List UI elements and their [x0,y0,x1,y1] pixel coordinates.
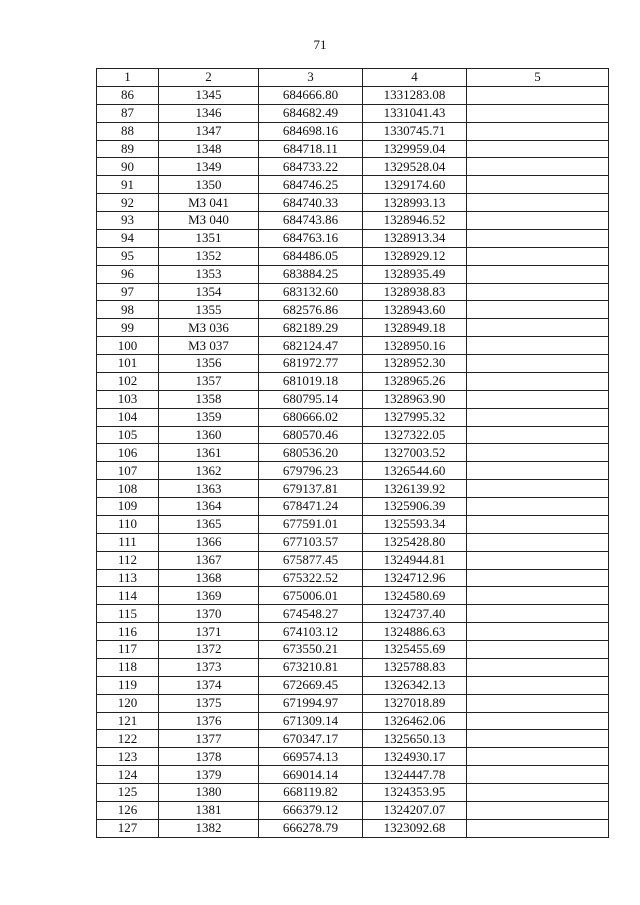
table-row [97,533,609,551]
table-cell: 680570.46 [259,426,363,444]
table-cell: 1327322.05 [363,426,467,444]
table-cell: 1328965.26 [363,372,467,390]
table-cell [467,480,609,498]
table-cell [467,730,609,748]
table-cell: 1370 [159,605,259,623]
table-cell [467,247,609,265]
table-cell: 122 [97,730,159,748]
table-row [97,819,609,837]
table-row [97,801,609,819]
table-cell: 1329528.04 [363,158,467,176]
table-cell: 677103.57 [259,533,363,551]
table-cell [467,569,609,587]
table-cell [467,676,609,694]
table-cell [467,158,609,176]
table-cell [467,533,609,551]
table-row [97,730,609,748]
table-row [97,104,609,122]
table-cell: 673210.81 [259,658,363,676]
table-cell: 102 [97,372,159,390]
table-cell: 99 [97,319,159,337]
table-cell: 1324447.78 [363,766,467,784]
table-cell: 684682.49 [259,104,363,122]
table-cell: 684486.05 [259,247,363,265]
table-cell: 1331283.08 [363,86,467,104]
table-cell [467,801,609,819]
table-cell [467,444,609,462]
table-cell: 1328950.16 [363,337,467,355]
table-cell: 89 [97,140,159,158]
table-cell: 1326342.13 [363,676,467,694]
table-cell: 1326139.92 [363,480,467,498]
table-row [97,212,609,230]
table-cell: 681019.18 [259,372,363,390]
table-cell: 87 [97,104,159,122]
header-cell: 3 [259,69,363,87]
table-cell [467,140,609,158]
table-cell [467,551,609,569]
table-cell: 684746.25 [259,176,363,194]
table-cell: 1325650.13 [363,730,467,748]
table-cell [467,784,609,802]
table-cell: 1328952.30 [363,355,467,373]
table-cell: 103 [97,390,159,408]
table-row [97,694,609,712]
table-cell: 92 [97,194,159,212]
table-row [97,265,609,283]
table-cell: 1328949.18 [363,319,467,337]
table-row [97,658,609,676]
table-cell: 672669.45 [259,676,363,694]
table-cell [467,337,609,355]
table-cell: 116 [97,623,159,641]
table-cell: 680795.14 [259,390,363,408]
table-cell: 1325593.34 [363,515,467,533]
table-row [97,498,609,516]
table-cell [467,623,609,641]
table-cell: 684763.16 [259,229,363,247]
table-cell: 684733.22 [259,158,363,176]
table-row [97,784,609,802]
table-cell: 1354 [159,283,259,301]
table-row [97,283,609,301]
table-cell: 679137.81 [259,480,363,498]
header-cell: 5 [467,69,609,87]
table-cell: 113 [97,569,159,587]
table-row [97,194,609,212]
table-cell: 88 [97,122,159,140]
coordinates-table [96,68,609,838]
table-row [97,319,609,337]
table-cell: 105 [97,426,159,444]
table-cell [467,355,609,373]
table-cell: 1366 [159,533,259,551]
table-cell: 1371 [159,623,259,641]
table-cell [467,694,609,712]
table-cell: 684743.86 [259,212,363,230]
table-cell: 1325788.83 [363,658,467,676]
table-cell: 1325906.39 [363,498,467,516]
table-cell: 107 [97,462,159,480]
table-cell: 1372 [159,641,259,659]
table-cell [467,319,609,337]
table-row [97,480,609,498]
table-cell: 683132.60 [259,283,363,301]
table-cell: 123 [97,748,159,766]
table-cell: 1328938.83 [363,283,467,301]
table-cell [467,766,609,784]
table-cell: 104 [97,408,159,426]
table-cell [467,301,609,319]
table-cell [467,212,609,230]
table-cell: 1378 [159,748,259,766]
table-cell: 684666.80 [259,86,363,104]
table-cell: 117 [97,641,159,659]
table-cell: 1360 [159,426,259,444]
table-cell [467,176,609,194]
table-cell: 674548.27 [259,605,363,623]
table-cell: 1356 [159,355,259,373]
table-cell: 682124.47 [259,337,363,355]
table-cell [467,372,609,390]
table-cell [467,86,609,104]
header-cell: 1 [97,69,159,87]
table-cell: 1373 [159,658,259,676]
table-cell: 1345 [159,86,259,104]
table-cell: 673550.21 [259,641,363,659]
table-cell: 1328993.13 [363,194,467,212]
table-cell: 680666.02 [259,408,363,426]
table-cell: 120 [97,694,159,712]
table-cell: 124 [97,766,159,784]
table-cell: 681972.77 [259,355,363,373]
table-cell: 1380 [159,784,259,802]
table-cell [467,194,609,212]
table-cell: 98 [97,301,159,319]
table-row [97,390,609,408]
table-row [97,444,609,462]
table-cell: 677591.01 [259,515,363,533]
table-cell: 100 [97,337,159,355]
table-cell: 669014.14 [259,766,363,784]
table-row [97,86,609,104]
table-cell: 112 [97,551,159,569]
table-cell: 1376 [159,712,259,730]
table-row [97,337,609,355]
table-cell: 1328935.49 [363,265,467,283]
table-cell: 1328943.60 [363,301,467,319]
table-cell: 682576.86 [259,301,363,319]
table-cell [467,104,609,122]
table-cell [467,390,609,408]
table-cell: МЗ 036 [159,319,259,337]
table-cell: 94 [97,229,159,247]
table-cell: 1324737.40 [363,605,467,623]
table-row [97,158,609,176]
table-cell [467,819,609,837]
table-cell: 1329174.60 [363,176,467,194]
table-cell: 1367 [159,551,259,569]
table-cell: 1358 [159,390,259,408]
table-cell: 1364 [159,498,259,516]
table-row [97,641,609,659]
header-cell: 4 [363,69,467,87]
table-cell [467,122,609,140]
table-cell: 1328929.12 [363,247,467,265]
table-cell: 1350 [159,176,259,194]
table-cell: 110 [97,515,159,533]
table-cell: 1347 [159,122,259,140]
table-cell: 121 [97,712,159,730]
table-cell: 101 [97,355,159,373]
table-cell: 1348 [159,140,259,158]
table-row [97,140,609,158]
table-cell: 671309.14 [259,712,363,730]
table-cell: 115 [97,605,159,623]
table-cell: 119 [97,676,159,694]
table-cell: 1325428.80 [363,533,467,551]
table-cell [467,641,609,659]
table-row [97,748,609,766]
table-body [97,86,609,837]
table-cell: 1365 [159,515,259,533]
table-cell: МЗ 041 [159,194,259,212]
table-cell [467,426,609,444]
table-cell: 675322.52 [259,569,363,587]
table-cell: 1327995.32 [363,408,467,426]
table-cell: 114 [97,587,159,605]
table-cell: 1331041.43 [363,104,467,122]
table-cell: 127 [97,819,159,837]
table-row [97,605,609,623]
table-cell [467,283,609,301]
table-cell [467,712,609,730]
table-cell: 684740.33 [259,194,363,212]
table-row [97,623,609,641]
table-cell: 1353 [159,265,259,283]
table-cell: 684718.11 [259,140,363,158]
table-row [97,551,609,569]
table-cell: 666278.79 [259,819,363,837]
table-cell: 91 [97,176,159,194]
table-cell: 679796.23 [259,462,363,480]
table-cell: 96 [97,265,159,283]
table-cell: 1328913.34 [363,229,467,247]
table-cell: 97 [97,283,159,301]
table-cell: 1324353.95 [363,784,467,802]
table-cell: 1323092.68 [363,819,467,837]
table-cell: 86 [97,86,159,104]
table-cell: 125 [97,784,159,802]
table-cell [467,587,609,605]
table-cell: 669574.13 [259,748,363,766]
table-cell: 684698.16 [259,122,363,140]
table-cell: 1359 [159,408,259,426]
table-row [97,462,609,480]
table-cell: 1362 [159,462,259,480]
table-cell: 1375 [159,694,259,712]
table-cell [467,605,609,623]
table-cell: 674103.12 [259,623,363,641]
table-cell: 90 [97,158,159,176]
table-cell [467,265,609,283]
table-row [97,515,609,533]
table-cell: 666379.12 [259,801,363,819]
table-cell [467,229,609,247]
table-cell: МЗ 037 [159,337,259,355]
table-cell: 111 [97,533,159,551]
table-cell: 675006.01 [259,587,363,605]
table-cell [467,462,609,480]
table-cell: 1355 [159,301,259,319]
table-cell: 1324712.96 [363,569,467,587]
table-row [97,408,609,426]
table-cell: 1377 [159,730,259,748]
table-cell: 683884.25 [259,265,363,283]
table-row [97,247,609,265]
table-cell: 126 [97,801,159,819]
table-cell: 118 [97,658,159,676]
table-row [97,122,609,140]
table-cell: 1368 [159,569,259,587]
table-row [97,176,609,194]
table-row [97,229,609,247]
table-row [97,372,609,390]
table-row [97,712,609,730]
table-cell: 1379 [159,766,259,784]
table-cell: 680536.20 [259,444,363,462]
table-cell: 1324944.81 [363,551,467,569]
table-cell: 682189.29 [259,319,363,337]
table-row [97,301,609,319]
table-cell: 1361 [159,444,259,462]
table-cell [467,515,609,533]
table-cell: 93 [97,212,159,230]
table-cell: 1324207.07 [363,801,467,819]
table-row [97,766,609,784]
table-cell: 1346 [159,104,259,122]
table-cell [467,498,609,516]
table-cell: 678471.24 [259,498,363,516]
table-cell: 670347.17 [259,730,363,748]
table-cell: 668119.82 [259,784,363,802]
table-cell: 1369 [159,587,259,605]
table-cell: 1327018.89 [363,694,467,712]
table-cell: 671994.97 [259,694,363,712]
page-number: 71 [313,37,327,52]
table-cell: 109 [97,498,159,516]
table-cell [467,658,609,676]
table-cell [467,748,609,766]
table-row [97,355,609,373]
table-cell: 1351 [159,229,259,247]
table-header-row [97,69,609,87]
table-cell: 1357 [159,372,259,390]
table-cell: 1324886.63 [363,623,467,641]
table-cell: 1328946.52 [363,212,467,230]
table-cell [467,408,609,426]
table-cell: 108 [97,480,159,498]
table-cell: 1374 [159,676,259,694]
table-cell: 1382 [159,819,259,837]
table-cell: 106 [97,444,159,462]
table-row [97,426,609,444]
table-cell: 1363 [159,480,259,498]
table-row [97,569,609,587]
table-cell: 1324930.17 [363,748,467,766]
table-row [97,676,609,694]
table-cell: 1328963.90 [363,390,467,408]
table-row [97,587,609,605]
table-cell: МЗ 040 [159,212,259,230]
table-cell: 1324580.69 [363,587,467,605]
table-cell: 1349 [159,158,259,176]
table-cell: 1381 [159,801,259,819]
table-cell: 675877.45 [259,551,363,569]
table-cell: 1326462.06 [363,712,467,730]
table-cell: 1330745.71 [363,122,467,140]
header-cell: 2 [159,69,259,87]
table-cell: 1326544.60 [363,462,467,480]
table-cell: 1329959.04 [363,140,467,158]
table-cell: 1352 [159,247,259,265]
table-cell: 1325455.69 [363,641,467,659]
table-cell: 1327003.52 [363,444,467,462]
table-cell: 95 [97,247,159,265]
